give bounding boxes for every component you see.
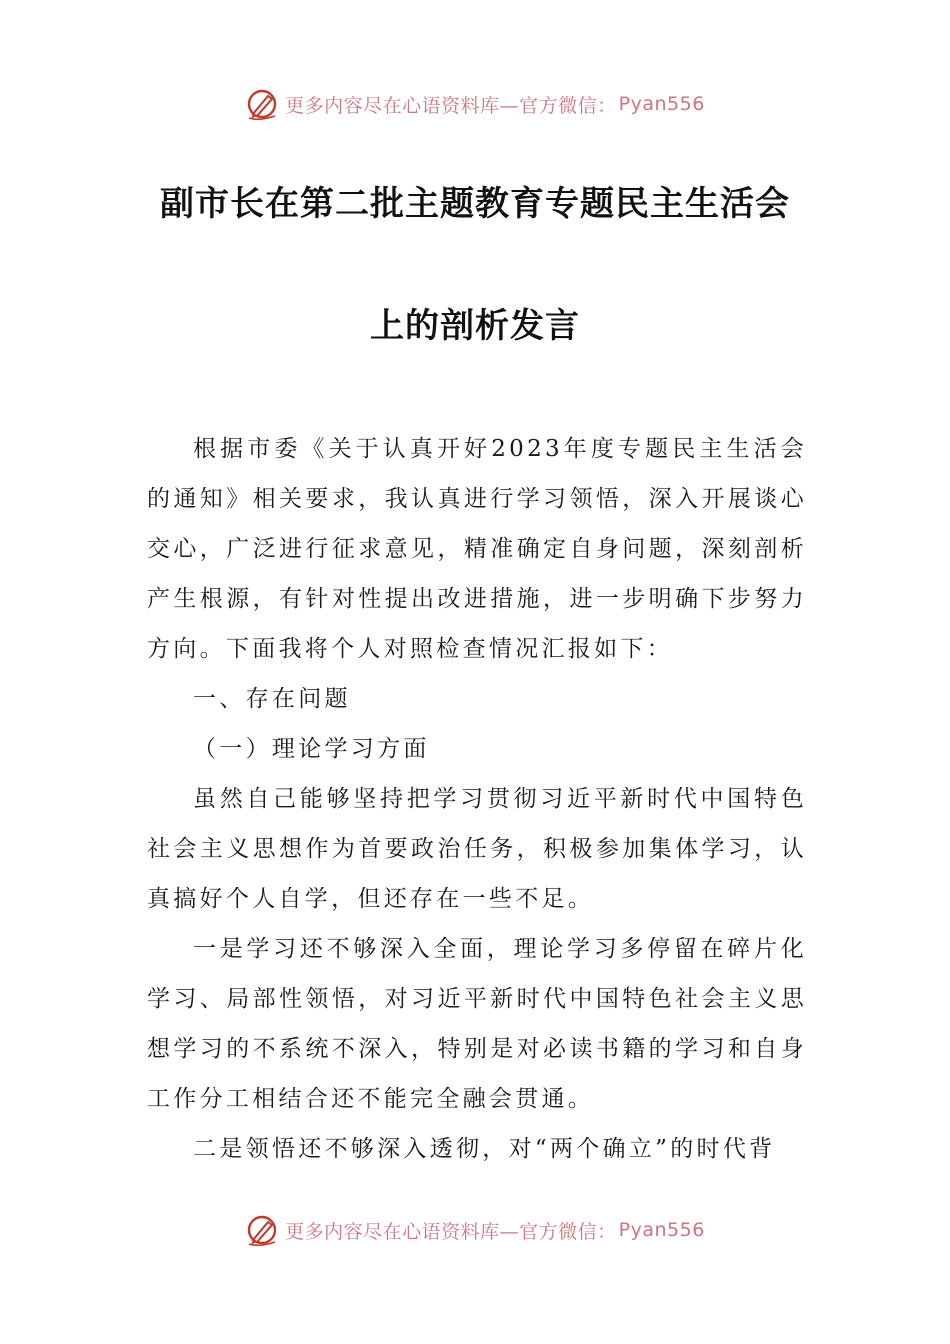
watermark-text: 更多内容尽在心语资料库—官方微信：: [285, 1220, 617, 1243]
paragraph-point-two: 二是领悟还不够深入透彻，对“两个确立”的时代背: [193, 1136, 776, 1162]
paragraph-point-one: 一是学习还不够深入全面，理论学习多停留在碎片化学习、局部性领悟，对习近平新时代中国特色社会主义思想学习的不系统不深入，特别是对必读书籍的学习和自身工作分工相结合还不能完全融会贯通。: [147, 936, 807, 1112]
paragraph-theory-study: 虽然自己能够坚持把学习贯彻习近平新时代中国特色社会主义思想作为首要政治任务，积极参加集体学习，认真搞好个人自学，但还存在一些不足。: [147, 786, 807, 912]
paragraph-intro: 根据市委《关于认真开好2023年度专题民主生活会的通知》相关要求，我认真进行学习领悟，深入开展谈心交心，广泛进行征求意见，精准确定自身问题，深刻剖析产生根源，有针对性提出改进措施，进一步明确下步努力方向。下面我将个人对照检查情况汇报如下：: [147, 436, 807, 662]
header-watermark: [0, 84, 950, 124]
watermark-text: 更多内容尽在心语资料库—官方微信：: [285, 94, 617, 117]
document-title-line2: 上的剖析发言: [370, 306, 580, 346]
watermark-handle: Pyan556: [618, 1219, 705, 1241]
document-title-line1: 副市长在第二批主题教育专题民主生活会: [160, 184, 790, 224]
document-body: [147, 424, 807, 1174]
watermark-handle: Pyan556: [618, 93, 705, 115]
pen-logo-icon: [245, 87, 279, 121]
pen-logo-icon: [245, 1213, 279, 1247]
heading-existing-problems: 一、存在问题: [193, 686, 351, 712]
subheading-theory-study: （一）理论学习方面: [193, 736, 430, 762]
footer-watermark: [0, 1210, 950, 1250]
